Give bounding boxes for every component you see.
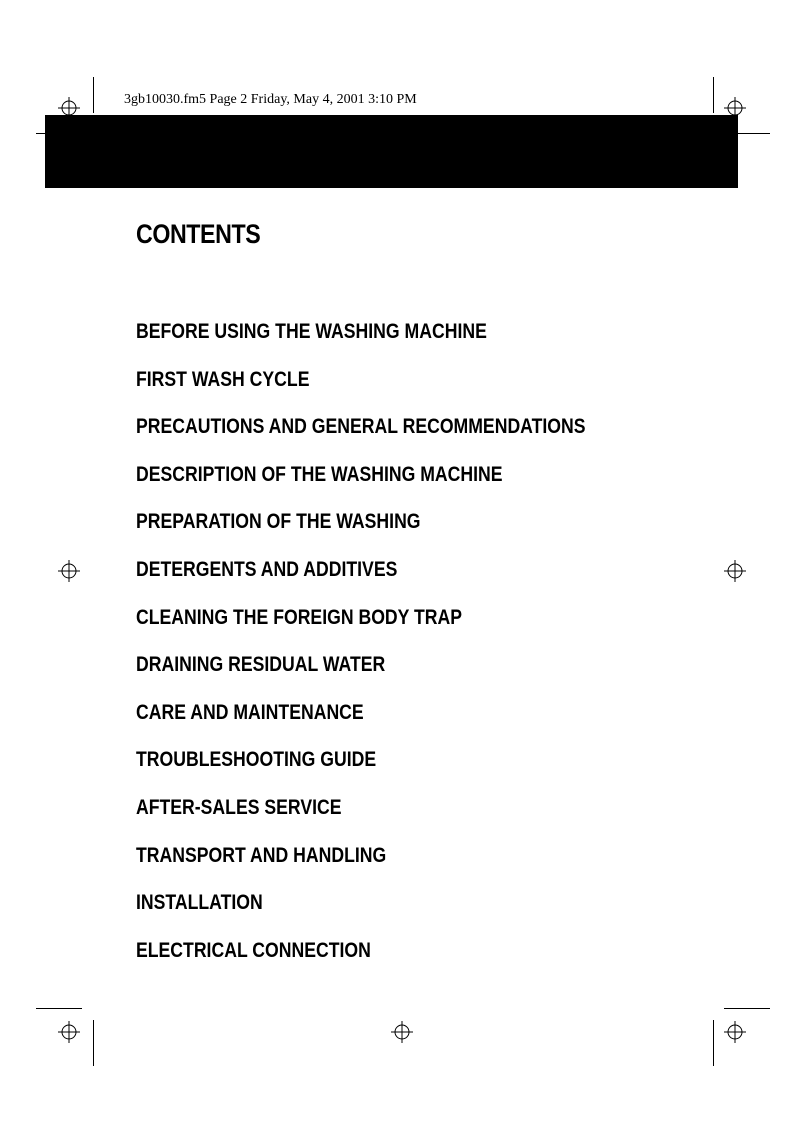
registration-mark-icon xyxy=(724,1021,746,1043)
crop-line-bottom-right-horizontal xyxy=(724,1008,770,1009)
contents-item: CLEANING THE FOREIGN BODY TRAP xyxy=(136,605,463,629)
page-title: CONTENTS xyxy=(136,219,261,249)
crop-line-bottom-left-vertical xyxy=(93,1020,94,1066)
crop-line-bottom-right-vertical xyxy=(713,1020,714,1066)
file-slug: 3gb10030.fm5 Page 2 Friday, May 4, 2001 3:10 PM xyxy=(124,92,417,107)
contents-item: BEFORE USING THE WASHING MACHINE xyxy=(136,320,487,343)
contents-item: PRECAUTIONS AND GENERAL RECOMMENDATIONS xyxy=(136,415,586,439)
contents-item: TRANSPORT AND HANDLING xyxy=(136,843,387,867)
header-bar xyxy=(45,115,738,188)
contents-item: INSTALLATION xyxy=(136,891,263,915)
contents-item: CARE AND MAINTENANCE xyxy=(136,700,364,724)
registration-mark-icon xyxy=(58,1021,80,1043)
crop-line-bottom-left-horizontal xyxy=(36,1008,82,1009)
crop-line-top-left-vertical xyxy=(93,77,94,113)
contents-item: ELECTRICAL CONNECTION xyxy=(136,938,371,962)
contents-item: FIRST WASH CYCLE xyxy=(136,367,310,391)
contents-item: TROUBLESHOOTING GUIDE xyxy=(136,748,377,772)
registration-mark-icon xyxy=(724,560,746,582)
contents-list xyxy=(136,317,671,983)
registration-mark-icon xyxy=(58,560,80,582)
contents-item: DESCRIPTION OF THE WASHING MACHINE xyxy=(136,462,503,486)
contents-item: AFTER-SALES SERVICE xyxy=(136,795,342,819)
contents-item: PREPARATION OF THE WASHING xyxy=(136,510,421,534)
contents-item: DRAINING RESIDUAL WATER xyxy=(136,653,386,677)
registration-mark-icon xyxy=(391,1021,413,1043)
crop-line-top-right-horizontal xyxy=(738,133,770,134)
crop-line-top-right-vertical xyxy=(713,77,714,113)
contents-item: DETERGENTS AND ADDITIVES xyxy=(136,557,398,581)
